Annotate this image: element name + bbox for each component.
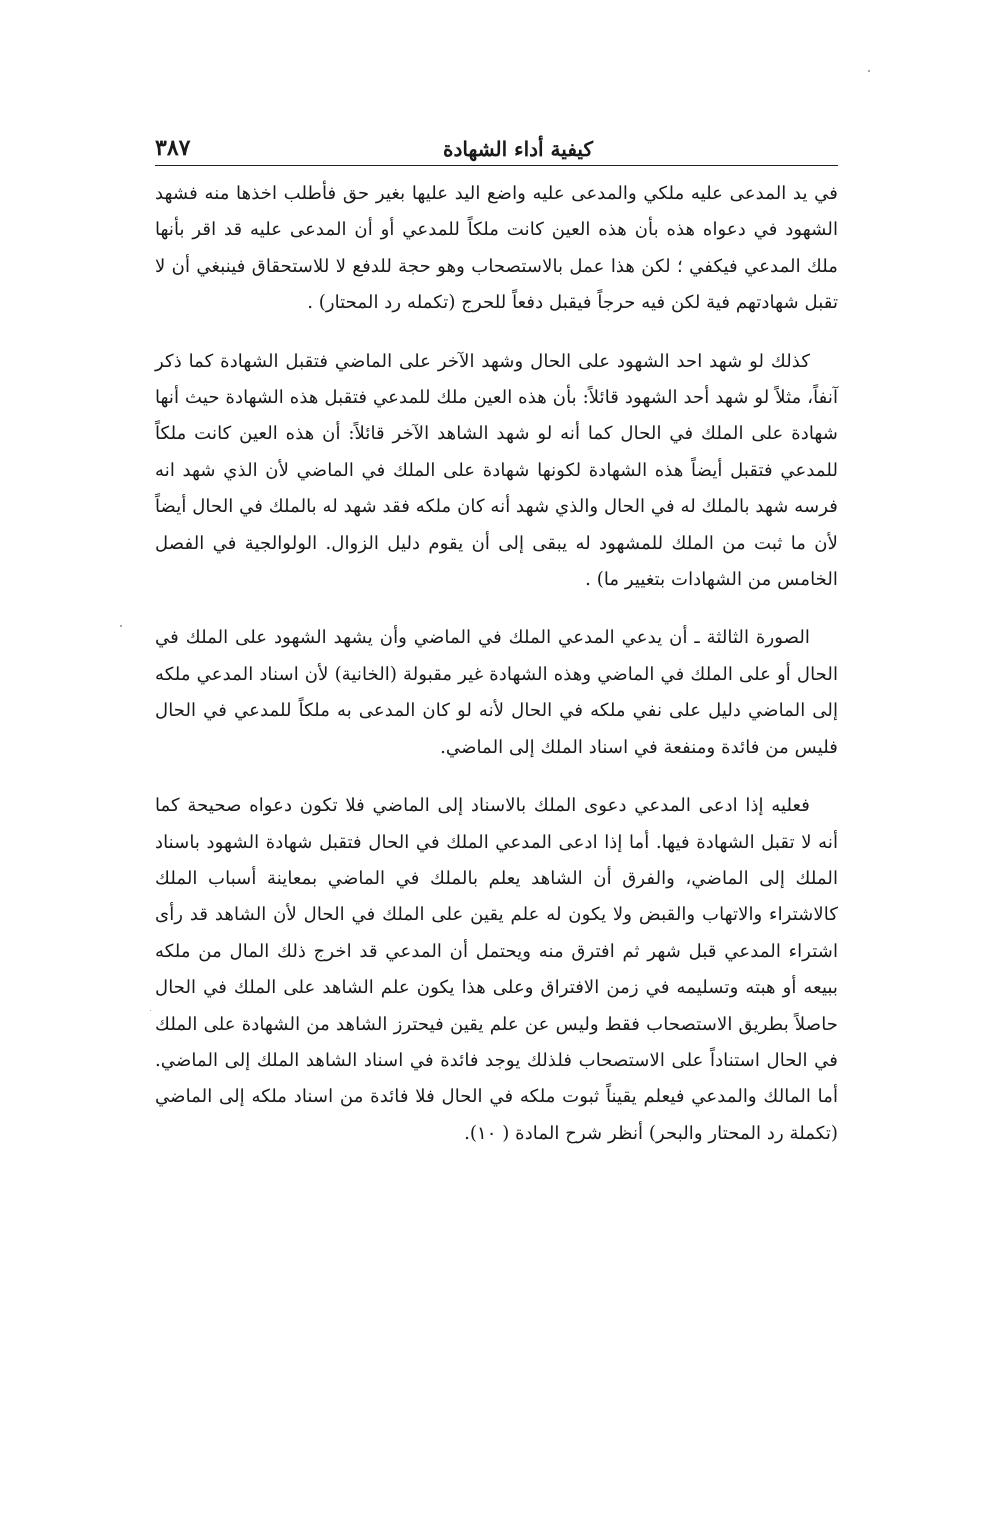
paragraph-4: فعليه إذا ادعى المدعي دعوى الملك بالاسناد إلى الماضي فلا تكون دعواه صحيحة كما أنه لا تقبل الشهادة فيها. أما إذا ادعى المدعي الملك في الحال فتقبل شهادة الشهود باسناد الملك إلى الماضي، والفرق أن الشاهد يعلم بالملك في الماضي بمعاينة أسباب الملك كالاشتراء والاتهاب والقبض ولا يكون له علم يقين على الملك في الحال لأن الشاهد قد رأى اشتراء المدعي قبل شهر ثم افترق منه ويحتمل أن المدعي قد اخرج ذلك المال من ملكه ببيعه أو هبته وتسليمه في زمن الافتراق وعلى هذا يكون علم الشاهد على الملك في الحال حاصلاً بطريق الاستصحاب فقط وليس عن علم يقين فيحترز الشاهد من الشهادة على الملك في الحال استناداً على الاستصحاب فلذلك يوجد فائدة في اسناد الشاهد الملك إلى الماضي. أما المالك والمدعي فيعلم يقيناً ثبوت ملكه في الحال فلا فائدة من اسناد ملكه إلى الماضي (تكملة رد المحتار والبحر) أنظر شرح المادة ( ١٠).: [155, 795, 838, 1144]
page-number: ٣٨٧: [155, 135, 191, 161]
chapter-title: كيفية أداء الشهادة: [443, 137, 593, 161]
running-header: [155, 125, 838, 166]
paragraph-1: في يد المدعى عليه ملكي والمدعى عليه واضع اليد عليها بغير حق فأطلب اخذها منه فشهد الشهود في دعواه هذه بأن هذه العين كانت ملكاً للمدعي أو أن المدعى عليه قد اقر بأنها ملك المدعي فيكفي ؛ لكن هذا عمل بالاستصحاب وهو حجة للدفع لا للاستحقاق فينبغي أن لا تقبل شهادتهم فية لكن فيه حرجاً فيقبل دفعاً للحرج (تكمله رد المحتار) .: [155, 183, 838, 314]
page-content: [155, 125, 838, 1174]
paragraph-2: كذلك لو شهد احد الشهود على الحال وشهد الآخر على الماضي فتقبل الشهادة كما ذكر آنفاً، مثلاً لو شهد أحد الشهود قائلاً: بأن هذه العين ملك للمدعي فتقبل هذه الشهادة حيث أنها شهادة على الملك في الحال كما أنه لو شهد الشاهد الآخر قائلاً: أن هذه العين كانت ملكاً للمدعي فتقبل أيضاً هذه الشهادة لكونها شهادة على الملك في الماضي لأن الذي شهد انه فرسه شهد بالملك له في الحال والذي شهد أنه كان ملكه فقد شهد له بالملك في الحال أيضاً لأن ما ثبت من الملك للمشهود له يبقى إلى أن يقوم دليل الزوال. الولوالجية في الفصل الخامس من الشهادات بتغيير ما) .: [154, 350, 838, 591]
scan-speck: [150, 1010, 151, 1011]
scan-speck: [120, 625, 122, 627]
scan-speck: [868, 70, 870, 72]
paragraph-3: الصورة الثالثة ـ أن يدعي المدعي الملك في الماضي وأن يشهد الشهود على الملك في الحال أو على الملك في الماضي وهذه الشهادة غير مقبولة (الخانية) لأن اسناد المدعي ملكه إلى الماضي دليل على نفي ملكه في الحال لأنه لو كان المدعى به ملكاً للمدعي في الحال فليس من فائدة ومنفعة في اسناد الملك إلى الماضي.: [155, 627, 838, 758]
body-text: [155, 176, 838, 1152]
